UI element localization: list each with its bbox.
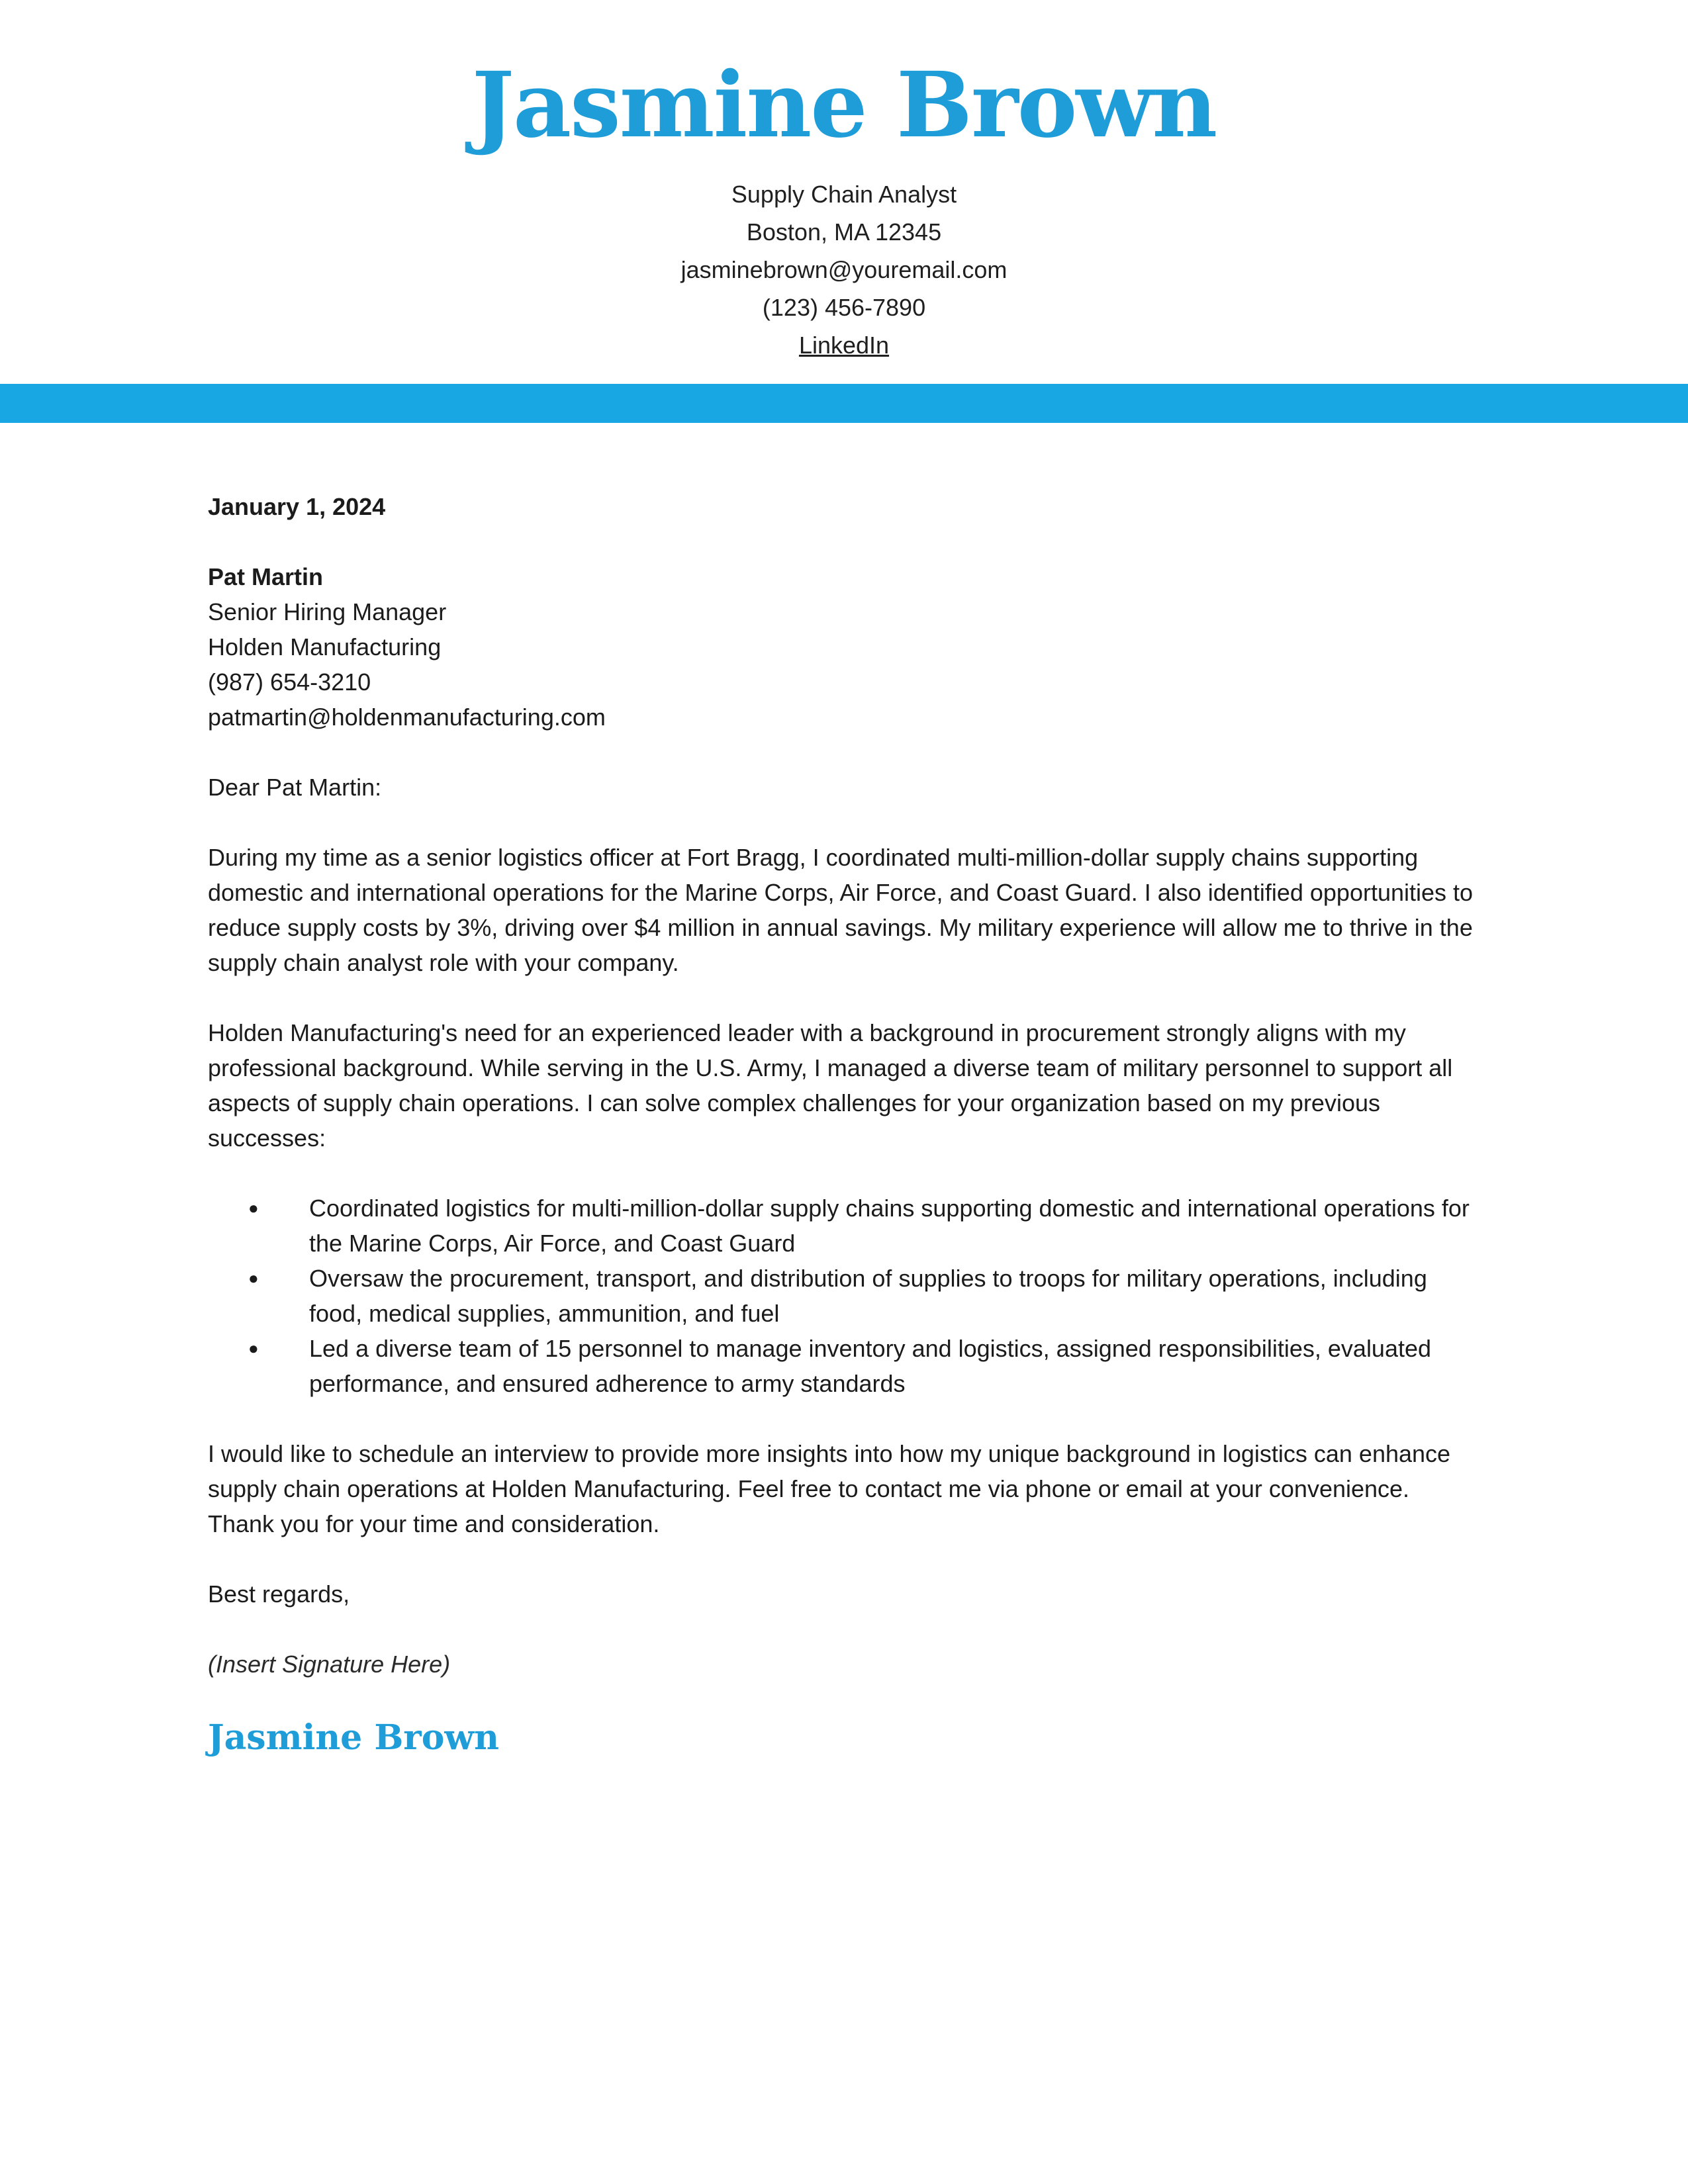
recipient-company: Holden Manufacturing — [208, 633, 442, 660]
letter-date: January 1, 2024 — [208, 492, 386, 520]
paragraph-3: I would like to schedule an interview to provide more insights into how my unique background in logistics can enhance supply chain operations at Holden Manufacturing. Feel free to contact me via phone or email at your convenience. Thank you for your time and consideration. — [208, 1439, 1451, 1537]
phone-text: (123) 456-7890 — [762, 293, 926, 321]
letter-header — [0, 0, 1688, 364]
achievement-text: Coordinated logistics for multi-million-dollar supply chains supporting domestic and international operations for the Marine Corps, Air Force, and Coast Guard — [309, 1194, 1470, 1257]
list-item — [248, 1261, 1480, 1331]
linkedin-link[interactable]: LinkedIn — [798, 331, 890, 359]
page-title: Jasmine Brown — [471, 52, 1217, 158]
signature-name: Jasmine Brown — [208, 1717, 499, 1758]
achievement-text: Oversaw the procurement, transport, and distribution of supplies to troops for military operations, including food, medical supplies, ammunition, and fuel — [309, 1264, 1427, 1327]
letter-body — [0, 489, 1688, 1756]
achievement-text: Led a diverse team of 15 personnel to manage inventory and logistics, assigned responsibilities, evaluated performance, and ensured adherence to army standards — [309, 1334, 1432, 1397]
paragraph-1: During my time as a senior logistics officer at Fort Bragg, I coordinated multi-million-dollar supply chains supporting domestic and international operations for the Marine Corps, Air Force, and Coast Guard. I also identified opportunities to reduce supply costs by 3%, driving over $4 million in annual savings. My military experience will allow me to thrive in the supply chain analyst role with your company. — [208, 843, 1474, 976]
list-item — [248, 1331, 1480, 1401]
salutation: Dear Pat Martin: — [208, 773, 382, 801]
contact-block — [0, 175, 1688, 364]
signature-placeholder: (Insert Signature Here) — [208, 1650, 451, 1678]
recipient-name: Pat Martin — [208, 563, 324, 590]
location-text: Boston, MA 12345 — [746, 218, 942, 246]
bullet-icon: ● — [248, 1197, 259, 1218]
recipient-title: Senior Hiring Manager — [208, 598, 447, 625]
paragraph-2: Holden Manufacturing's need for an experienced leader with a background in procurement strongly aligns with my professional background. While serving in the U.S. Army, I managed a diverse team of military personnel to support all aspects of supply chain operations. I can solve complex challenges for your organization based on my previous successes: — [208, 1019, 1453, 1152]
email-text: jasminebrown@youremail.com — [680, 255, 1008, 283]
divider-bar — [0, 384, 1688, 423]
recipient-block — [208, 559, 1480, 735]
list-item — [248, 1191, 1480, 1261]
bullet-icon: ● — [248, 1267, 259, 1288]
job-title: Supply Chain Analyst — [731, 180, 957, 208]
recipient-phone: (987) 654-3210 — [208, 668, 371, 696]
closing-text: Best regards, — [208, 1580, 350, 1608]
achievements-list — [208, 1191, 1480, 1401]
recipient-email: patmartin@holdenmanufacturing.com — [208, 703, 606, 731]
bullet-icon: ● — [248, 1338, 259, 1358]
